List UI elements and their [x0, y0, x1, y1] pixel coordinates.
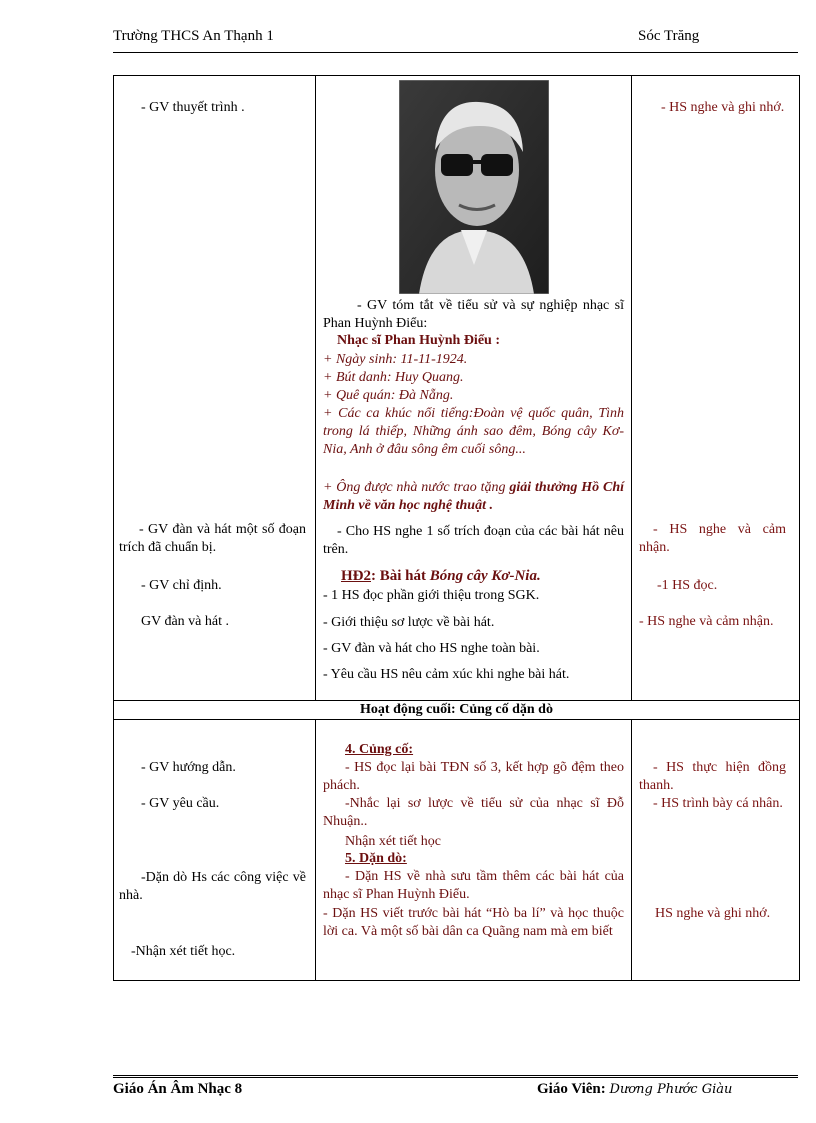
composer-songs: + Các ca khúc nổi tiếng:Đoàn vệ quốc quân, Tình trong lá thiếp, Những ánh sao đêm, Bóng cây Kơ-Nia, Anh ở đâu sông êm cuối sông...: [323, 406, 624, 457]
footer-teacher-name: Dương Phước Giàu: [609, 1082, 733, 1097]
teacher-activity-text: -Dặn dò Hs các công việc về nhà.: [119, 870, 306, 903]
table-row: [114, 76, 800, 701]
award-text: + Ông được nhà nước trao tặng: [323, 480, 510, 495]
hd2-heading: [341, 567, 541, 585]
student-activity: [639, 795, 786, 813]
student-activity: -1 HS đọc.: [657, 578, 718, 593]
student-activities-cell: [632, 76, 800, 701]
footer-teacher-label: Giáo Viên:: [537, 1081, 610, 1097]
homework-item: [323, 868, 624, 904]
student-activity: [639, 905, 786, 923]
section-row: [114, 701, 800, 720]
student-activity: [639, 521, 786, 557]
header-rule: [113, 52, 798, 53]
homework-text: - Dặn HS về nhà sưu tầm thêm các bài hát của nhạc sĩ Phan Huỳnh Điểu.: [323, 869, 624, 902]
teacher-activity: - GV thuyết trình .: [141, 100, 245, 115]
content-cell: [316, 76, 632, 701]
listen-instruction-text: - Cho HS nghe 1 số trích đoạn của các bài hát nêu trên.: [323, 524, 624, 557]
footer-teacher: [537, 1081, 732, 1098]
section-title: Hoạt động cuối: Củng cố dặn dò: [114, 701, 800, 720]
header-school: Trường THCS An Thạnh 1: [113, 28, 274, 44]
teacher-activity: [119, 869, 306, 905]
hd2-song: Bóng cây Kơ-Nia.: [429, 568, 541, 584]
student-activity-text: - HS nghe và ghi nhớ.: [661, 100, 785, 115]
step-item: - 1 HS đọc phần giới thiệu trong SGK.: [323, 588, 540, 603]
student-activity-text: - HS trình bày cá nhân.: [653, 796, 783, 811]
student-activity-text: - HS thực hiện đồng thanh.: [639, 760, 786, 793]
student-activity: - HS nghe và cảm nhận.: [639, 614, 774, 629]
footer-rule: [113, 1075, 798, 1078]
composer-hometown: + Quê quán: Đà Nẵng.: [323, 388, 454, 403]
student-activity: [639, 99, 786, 117]
teacher-activity: - GV hướng dẫn.: [141, 760, 236, 775]
composer-birth: + Ngày sinh: 11-11-1924.: [323, 352, 468, 367]
student-activities-cell: [632, 720, 800, 981]
homework-heading: 5. Dặn dò:: [345, 851, 407, 866]
composer-pen-name: + Bút danh: Huy Quang.: [323, 370, 464, 385]
content-cell: [316, 720, 632, 981]
teacher-activity: -Nhận xét tiết học.: [131, 944, 236, 959]
consolidation-heading: 4. Củng cố:: [345, 742, 414, 757]
consolidation-item: [323, 759, 624, 795]
composer-award: [323, 479, 624, 515]
composer-summary: [323, 297, 624, 333]
teacher-activities-cell: [114, 720, 316, 981]
consolidation-item: Nhận xét tiết học: [345, 834, 442, 849]
consolidation-item: [323, 795, 624, 831]
consolidation-text: - HS đọc lại bài TĐN số 3, kết hợp gõ đệm theo phách.: [323, 760, 624, 793]
hd2-label: HĐ2: [341, 568, 371, 584]
composer-summary-text: - GV tóm tắt về tiểu sử và sự nghiệp nhạc sĩ Phan Huỳnh Điểu:: [323, 298, 624, 331]
teacher-activity-text: - GV đàn và hát một số đoạn trích đã chuẩn bị.: [119, 522, 306, 555]
teacher-activities-cell: [114, 76, 316, 701]
consolidation-text: -Nhắc lại sơ lược về tiểu sử của nhạc sĩ Đỗ Nhuận..: [323, 796, 624, 829]
hd2-colon: : Bài hát: [371, 568, 430, 584]
listen-instruction: [323, 523, 624, 559]
composer-title: Nhạc sĩ Phan Huỳnh Điểu :: [337, 333, 500, 348]
step-item: - Yêu cầu HS nêu cảm xúc khi nghe bài hát.: [323, 667, 570, 682]
homework-item: - Dặn HS viết trước bài hát “Hò ba lí” và học thuộc lời ca. Và một số bài dân ca Quãng nam mà em biết: [323, 906, 624, 939]
composer-portrait-image: [399, 80, 549, 294]
step-item: - Giới thiệu sơ lược về bài hát.: [323, 615, 495, 630]
student-activity-text: HS nghe và ghi nhớ.: [655, 906, 771, 921]
lesson-table: [113, 75, 800, 981]
footer-title: Giáo Án Âm Nhạc 8: [113, 1081, 243, 1097]
step-item: - GV đàn và hát cho HS nghe toàn bài.: [323, 641, 540, 656]
teacher-activity: - GV yêu cầu.: [141, 796, 220, 811]
teacher-activity: [119, 521, 306, 557]
header-province: Sóc Trăng: [638, 28, 700, 44]
teacher-activity: GV đàn và hát .: [141, 614, 229, 629]
student-activity: [639, 759, 786, 795]
student-activity-text: - HS nghe và cảm nhận.: [639, 522, 786, 555]
award-name: giải thưởng Hồ Chí Minh về văn học nghệ thuật .: [323, 480, 624, 513]
teacher-activity: - GV chỉ định.: [141, 578, 222, 593]
table-row: [114, 720, 800, 981]
